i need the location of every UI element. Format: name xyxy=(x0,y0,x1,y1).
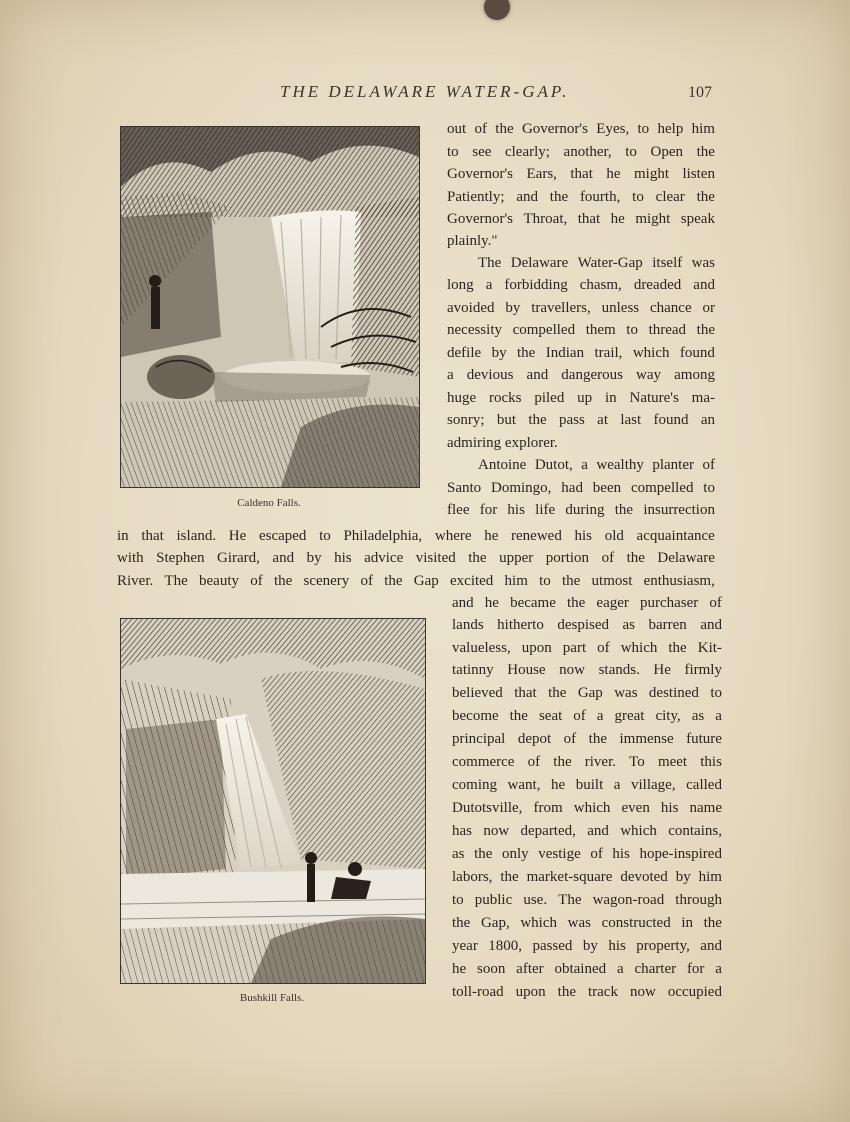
text-line: as the only vestige of his hope-inspired xyxy=(452,846,722,862)
text-line: the Gap, which was constructed in the xyxy=(452,915,722,931)
text-line: with Stephen Girard, and by his advice visited the upper portion of the Delaware xyxy=(117,550,715,566)
page-number: 107 xyxy=(688,84,712,101)
caldeno-falls-engraving xyxy=(120,126,420,488)
text-line: lands hitherto despised as barren and xyxy=(452,617,722,633)
text-line: become the seat of a great city, as a xyxy=(452,708,722,724)
text-line: toll-road upon the track now occupied xyxy=(452,984,722,1000)
text-line: to see clearly; another, to Open the xyxy=(447,144,715,160)
text-line: principal depot of the immense future xyxy=(452,731,722,747)
text-line: tatinny House now stands. He firmly xyxy=(452,662,722,678)
text-line: Dutotsville, from which even his name xyxy=(452,800,722,816)
text-line: River. The beauty of the scenery of the Gap excited him to the utmost enthusiasm, xyxy=(117,573,715,589)
text-line: Santo Domingo, had been compelled to xyxy=(447,480,715,496)
text-line: believed that the Gap was destined to xyxy=(452,685,722,701)
text-line: Governor's Throat, that he might speak xyxy=(447,211,715,227)
bushkill-falls-engraving xyxy=(120,618,426,984)
text-line: long a forbidding chasm, dreaded and xyxy=(447,277,715,293)
text-line: he soon after obtained a charter for a xyxy=(452,961,722,977)
text-line: labors, the market-square devoted by him xyxy=(452,869,722,885)
text-line: huge rocks piled up in Nature's ma- xyxy=(447,390,715,406)
text-line: year 1800, passed by his property, and xyxy=(452,938,722,954)
text-line: defile by the Indian trail, which found xyxy=(447,345,715,361)
text-line: necessity compelled them to thread the xyxy=(447,322,715,338)
text-line: flee for his life during the insurrection xyxy=(447,502,715,518)
running-head: THE DELAWARE WATER-GAP. xyxy=(280,82,570,101)
figure-caption-bushkill: Bushkill Falls. xyxy=(239,992,305,1004)
text-line: commerce of the river. To meet this xyxy=(452,754,722,770)
figure-caption-caldeno: Caldeno Falls. xyxy=(237,497,301,509)
text-line: admiring explorer. xyxy=(447,435,558,451)
text-line: in that island. He escaped to Philadelphia, where he renewed his old acquaintance xyxy=(117,528,715,544)
text-line: Governor's Ears, that he might listen xyxy=(447,166,715,182)
text-line: Antoine Dutot, a wealthy planter of xyxy=(478,457,715,473)
binder-hole xyxy=(484,0,510,20)
text-line: a devious and dangerous way among xyxy=(447,367,715,383)
text-line: valueless, upon part of which the Kit- xyxy=(452,640,722,656)
text-line: and he became the eager purchaser of xyxy=(452,595,722,611)
text-line: coming want, he built a village, called xyxy=(452,777,722,793)
text-line: plainly." xyxy=(447,233,498,249)
text-line: Patiently; and the fourth, to clear the xyxy=(447,189,715,205)
text-line: avoided by travellers, unless chance or xyxy=(447,300,715,316)
text-line: out of the Governor's Eyes, to help him xyxy=(447,121,715,137)
text-line: sonry; but the pass at last found an xyxy=(447,412,715,428)
text-line: has now departed, and which contains, xyxy=(452,823,722,839)
text-line: The Delaware Water-Gap itself was xyxy=(478,255,715,271)
text-line: to public use. The wagon-road through xyxy=(452,892,722,908)
